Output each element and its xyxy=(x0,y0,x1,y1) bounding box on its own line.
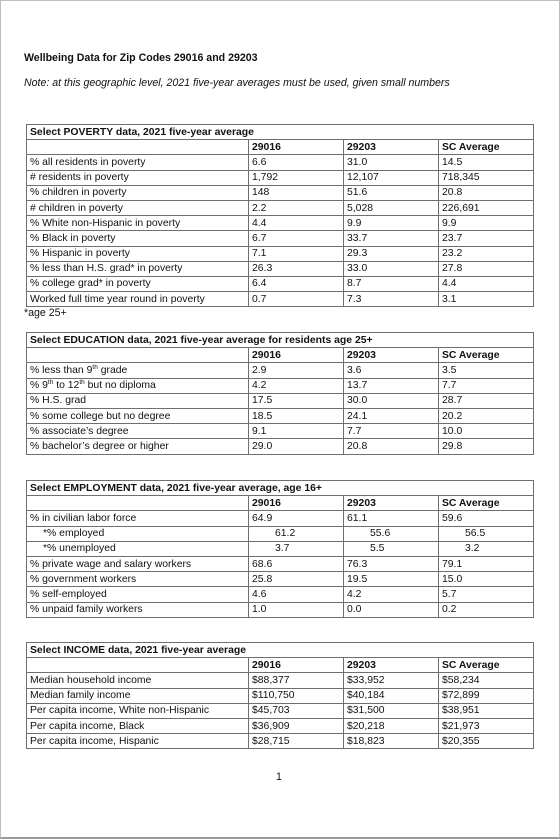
cell-29016: 18.5 xyxy=(249,408,344,423)
cell-sc-average: 23.7 xyxy=(439,231,534,246)
row-label: % Black in poverty xyxy=(27,231,249,246)
row-label: % self-employed xyxy=(27,587,249,602)
cell-sc-average: 3.5 xyxy=(439,363,534,378)
row-label: Worked full time year round in poverty xyxy=(27,292,249,307)
cell-sc-average: 10.0 xyxy=(439,424,534,439)
cell-29016: $110,750 xyxy=(249,688,344,703)
table-row xyxy=(27,216,534,231)
cell-29203: 7.7 xyxy=(344,424,439,439)
cell-29016: 2.9 xyxy=(249,363,344,378)
cell-sc-average: 5.7 xyxy=(439,587,534,602)
cell-29016: 61.2 xyxy=(249,526,344,541)
table-row xyxy=(27,424,534,439)
income-table xyxy=(26,642,534,749)
row-label: % private wage and salary workers xyxy=(27,556,249,571)
document-title: Wellbeing Data for Zip Codes 29016 and 29203 xyxy=(24,52,258,64)
employment-table xyxy=(26,480,534,618)
cell-29203: 31.0 xyxy=(344,155,439,170)
education-table-title: Select EDUCATION data, 2021 five-year average for residents age 25+ xyxy=(27,333,534,348)
page-number: 1 xyxy=(276,771,282,783)
cell-29203: 24.1 xyxy=(344,408,439,423)
table-row xyxy=(27,170,534,185)
cell-29016: 68.6 xyxy=(249,556,344,571)
table-row xyxy=(27,511,534,526)
education-table xyxy=(26,332,534,455)
row-label: # residents in poverty xyxy=(27,170,249,185)
row-label: Per capita income, Black xyxy=(27,718,249,733)
row-label: Per capita income, Hispanic xyxy=(27,734,249,749)
cell-29016: 25.8 xyxy=(249,572,344,587)
table-row xyxy=(27,587,534,602)
header-blank xyxy=(27,658,249,673)
header-blank xyxy=(27,140,249,155)
table-row xyxy=(27,185,534,200)
cell-29016: 148 xyxy=(249,185,344,200)
cell-sc-average: 29.8 xyxy=(439,439,534,454)
education-title-row xyxy=(27,333,534,348)
row-label: Median family income xyxy=(27,688,249,703)
cell-29203: 20.8 xyxy=(344,439,439,454)
header-sc-average: SC Average xyxy=(439,348,534,363)
poverty-table-title: Select POVERTY data, 2021 five-year average xyxy=(27,125,534,140)
cell-29016: 3.7 xyxy=(249,541,344,556)
row-label: % in civilian labor force xyxy=(27,511,249,526)
row-label: % children in poverty xyxy=(27,185,249,200)
cell-29016: $88,377 xyxy=(249,673,344,688)
table-row xyxy=(27,688,534,703)
row-label: % all residents in poverty xyxy=(27,155,249,170)
cell-sc-average: 59.6 xyxy=(439,511,534,526)
row-label: # children in poverty xyxy=(27,200,249,215)
table-row xyxy=(27,541,534,556)
cell-sc-average: 14.5 xyxy=(439,155,534,170)
cell-29203: 30.0 xyxy=(344,393,439,408)
row-label: % less than H.S. grad* in poverty xyxy=(27,261,249,276)
table-row xyxy=(27,246,534,261)
cell-29203: $33,952 xyxy=(344,673,439,688)
cell-29016: 6.4 xyxy=(249,276,344,291)
cell-29016: 29.0 xyxy=(249,439,344,454)
cell-29203: 55.6 xyxy=(344,526,439,541)
cell-sc-average: $72,899 xyxy=(439,688,534,703)
cell-sc-average: 3.2 xyxy=(439,541,534,556)
cell-29016: 26.3 xyxy=(249,261,344,276)
cell-29203: $31,500 xyxy=(344,703,439,718)
table-row xyxy=(27,718,534,733)
cell-sc-average: 20.8 xyxy=(439,185,534,200)
table-row xyxy=(27,556,534,571)
row-label: % associate’s degree xyxy=(27,424,249,439)
cell-29016: 2.2 xyxy=(249,200,344,215)
row-label: Per capita income, White non-Hispanic xyxy=(27,703,249,718)
header-29016: 29016 xyxy=(249,496,344,511)
table-row xyxy=(27,408,534,423)
row-label: % less than 9th grade xyxy=(27,363,249,378)
cell-29016: $45,703 xyxy=(249,703,344,718)
table-row xyxy=(27,526,534,541)
cell-sc-average: $58,234 xyxy=(439,673,534,688)
header-blank xyxy=(27,496,249,511)
cell-sc-average: 718,345 xyxy=(439,170,534,185)
poverty-table xyxy=(26,124,534,307)
poverty-header-row xyxy=(27,140,534,155)
header-sc-average: SC Average xyxy=(439,658,534,673)
header-29203: 29203 xyxy=(344,658,439,673)
table-row xyxy=(27,200,534,215)
table-row xyxy=(27,155,534,170)
table-row xyxy=(27,276,534,291)
row-label: % White non-Hispanic in poverty xyxy=(27,216,249,231)
cell-29203: $20,218 xyxy=(344,718,439,733)
cell-29203: 61.1 xyxy=(344,511,439,526)
cell-29203: $18,823 xyxy=(344,734,439,749)
cell-29016: 1.0 xyxy=(249,602,344,617)
table-row xyxy=(27,261,534,276)
cell-29203: 33.7 xyxy=(344,231,439,246)
cell-29016: 4.6 xyxy=(249,587,344,602)
cell-29203: 3.6 xyxy=(344,363,439,378)
cell-29016: 7.1 xyxy=(249,246,344,261)
cell-29203: 4.2 xyxy=(344,587,439,602)
header-sc-average: SC Average xyxy=(439,496,534,511)
cell-29016: 9.1 xyxy=(249,424,344,439)
education-header-row xyxy=(27,348,534,363)
table-row xyxy=(27,572,534,587)
table-row xyxy=(27,231,534,246)
row-label: % bachelor’s degree or higher xyxy=(27,439,249,454)
header-blank xyxy=(27,348,249,363)
cell-sc-average: 9.9 xyxy=(439,216,534,231)
header-sc-average: SC Average xyxy=(439,140,534,155)
employment-title-row xyxy=(27,481,534,496)
cell-sc-average: $21,973 xyxy=(439,718,534,733)
row-label: *% unemployed xyxy=(27,541,249,556)
poverty-title-row xyxy=(27,125,534,140)
cell-sc-average: 56.5 xyxy=(439,526,534,541)
table-row xyxy=(27,703,534,718)
cell-29203: 76.3 xyxy=(344,556,439,571)
cell-29203: 29.3 xyxy=(344,246,439,261)
cell-sc-average: 4.4 xyxy=(439,276,534,291)
cell-sc-average: $38,951 xyxy=(439,703,534,718)
cell-sc-average: 27.8 xyxy=(439,261,534,276)
table-row xyxy=(27,602,534,617)
cell-sc-average: 0.2 xyxy=(439,602,534,617)
cell-29203: 9.9 xyxy=(344,216,439,231)
employment-header-row xyxy=(27,496,534,511)
row-label: % Hispanic in poverty xyxy=(27,246,249,261)
cell-sc-average: 3.1 xyxy=(439,292,534,307)
cell-29203: 13.7 xyxy=(344,378,439,393)
cell-29016: 6.7 xyxy=(249,231,344,246)
income-title-row xyxy=(27,643,534,658)
table-row xyxy=(27,363,534,378)
row-label: % college grad* in poverty xyxy=(27,276,249,291)
cell-29203: 19.5 xyxy=(344,572,439,587)
header-29203: 29203 xyxy=(344,496,439,511)
header-29016: 29016 xyxy=(249,140,344,155)
poverty-footnote: *age 25+ xyxy=(24,307,67,319)
header-29203: 29203 xyxy=(344,140,439,155)
cell-29016: 17.5 xyxy=(249,393,344,408)
cell-sc-average: 28.7 xyxy=(439,393,534,408)
cell-29203: $40,184 xyxy=(344,688,439,703)
table-row xyxy=(27,734,534,749)
cell-sc-average: 226,691 xyxy=(439,200,534,215)
cell-29203: 0.0 xyxy=(344,602,439,617)
row-label: % H.S. grad xyxy=(27,393,249,408)
cell-sc-average: 7.7 xyxy=(439,378,534,393)
header-29016: 29016 xyxy=(249,348,344,363)
header-29203: 29203 xyxy=(344,348,439,363)
header-29016: 29016 xyxy=(249,658,344,673)
cell-29203: 12,107 xyxy=(344,170,439,185)
row-label: % some college but no degree xyxy=(27,408,249,423)
cell-sc-average: $20,355 xyxy=(439,734,534,749)
table-row xyxy=(27,439,534,454)
cell-29016: 6.6 xyxy=(249,155,344,170)
employment-table-title: Select EMPLOYMENT data, 2021 five-year average, age 16+ xyxy=(27,481,534,496)
cell-29016: $36,909 xyxy=(249,718,344,733)
cell-sc-average: 15.0 xyxy=(439,572,534,587)
cell-29016: $28,715 xyxy=(249,734,344,749)
table-row xyxy=(27,292,534,307)
row-label: Median household income xyxy=(27,673,249,688)
table-row xyxy=(27,673,534,688)
cell-29203: 51.6 xyxy=(344,185,439,200)
row-label: *% employed xyxy=(27,526,249,541)
income-table-title: Select INCOME data, 2021 five-year average xyxy=(27,643,534,658)
cell-29016: 64.9 xyxy=(249,511,344,526)
cell-29203: 8.7 xyxy=(344,276,439,291)
cell-29016: 0.7 xyxy=(249,292,344,307)
cell-29203: 7.3 xyxy=(344,292,439,307)
cell-sc-average: 79.1 xyxy=(439,556,534,571)
document-note: Note: at this geographic level, 2021 five-year averages must be used, given small numbers xyxy=(24,77,450,89)
table-row xyxy=(27,393,534,408)
row-label: % 9th to 12th but no diploma xyxy=(27,378,249,393)
cell-sc-average: 23.2 xyxy=(439,246,534,261)
table-row xyxy=(27,378,534,393)
row-label: % unpaid family workers xyxy=(27,602,249,617)
income-header-row xyxy=(27,658,534,673)
cell-29016: 4.2 xyxy=(249,378,344,393)
cell-29203: 33.0 xyxy=(344,261,439,276)
cell-29016: 1,792 xyxy=(249,170,344,185)
cell-29016: 4.4 xyxy=(249,216,344,231)
cell-29203: 5,028 xyxy=(344,200,439,215)
cell-29203: 5.5 xyxy=(344,541,439,556)
cell-sc-average: 20.2 xyxy=(439,408,534,423)
row-label: % government workers xyxy=(27,572,249,587)
